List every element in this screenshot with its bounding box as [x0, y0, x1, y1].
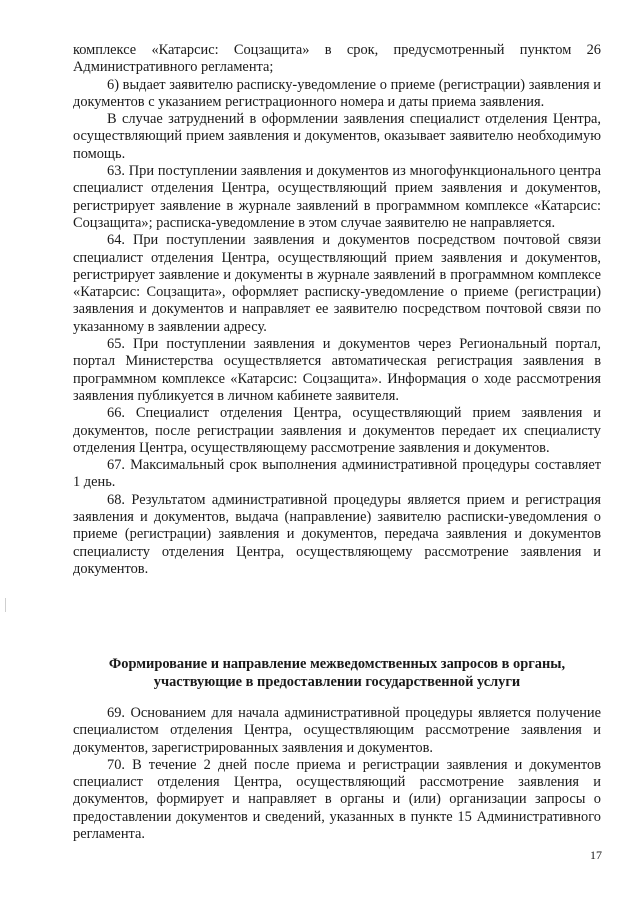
- page-number: 17: [590, 848, 602, 862]
- section-heading-line-2: участвующие в предоставлении государственной услуги: [153, 673, 521, 690]
- paragraph-continuation: комплексе «Катарсис: Соцзащита» в срок, предусмотренный пунктом 26 Административного регламента;: [73, 42, 601, 76]
- paragraph-69: 69. Основанием для начала административной процедуры является получение специалистом отделения Центра, осуществляющим рассмотрение заявления и документов, зарегистрированных заявления и документов.: [73, 705, 601, 756]
- body-text-bottom: [73, 705, 601, 843]
- paragraph-item-6: 6) выдает заявителю расписку-уведомление о приеме (регистрации) заявления и документов с указанием регистрационного номера и даты приема заявления.: [73, 76, 601, 110]
- paragraph-67: 67. Максимальный срок выполнения административной процедуры составляет 1 день.: [73, 457, 601, 491]
- paragraph-66: 66. Специалист отделения Центра, осуществляющий прием заявления и документов, после регистрации заявления и документов передает их специалисту отделения Центра, осуществляющему рассмотрение заявления и документов.: [73, 405, 601, 456]
- section-heading-line-1: Формирование и направление межведомственных запросов в органы,: [108, 656, 566, 672]
- section-heading: [73, 656, 601, 691]
- paragraph-68: 68. Результатом административной процедуры является прием и регистрация заявления и документов, выдача (направление) заявителю расписки-уведомления о приеме (регистрации) заявления и документов, передача заявления и документов специалисту отделения Центра, осуществляющему рассмотрение заявления и документов.: [73, 491, 601, 577]
- paragraph-63: 63. При поступлении заявления и документов из многофункционального центра специалист отделения Центра, осуществляющий прием заявления и документов, регистрирует заявление в журнале заявлений в программном комплексе «Катарсис: Соцзащита»; расписка-уведомление в этом случае заявителю не направляется.: [73, 163, 601, 231]
- scan-margin-mark: [5, 598, 6, 612]
- paragraph-64: 64. При поступлении заявления и документов посредством почтовой связи специалист отделения Центра, осуществляющий прием заявления и документов, регистрирует заявление и документы в журнале заявлений в программном комплексе «Катарсис: Соцзащита», оформляет расписку-уведомление о приеме (регистрации) заявления и документов и направляет ее заявителю посредством почтовой связи по указанному в заявлении адресу.: [73, 232, 601, 335]
- paragraph-70: 70. В течение 2 дней после приема и регистрации заявления и документов специалист отделения Центра, осуществляющий рассмотрение заявления и документов, формирует и направляет в органы и (или) организации запросы о предоставлении документов и сведений, указанных в пункте 15 Административного регламента.: [73, 756, 601, 843]
- body-text-top: [73, 42, 601, 578]
- paragraph-assistance: В случае затруднений в оформлении заявления специалист отделения Центра, осуществляющий прием заявления и документов, оказывает заявителю необходимую помощь.: [73, 111, 601, 162]
- paragraph-65: 65. При поступлении заявления и документов через Региональный портал, портал Министерства осуществляется автоматическая регистрация заявления в программном комплексе «Катарсис: Соцзащита». Информация о ходе рассмотрения заявления публикуется в личном кабинете заявителя.: [73, 336, 601, 404]
